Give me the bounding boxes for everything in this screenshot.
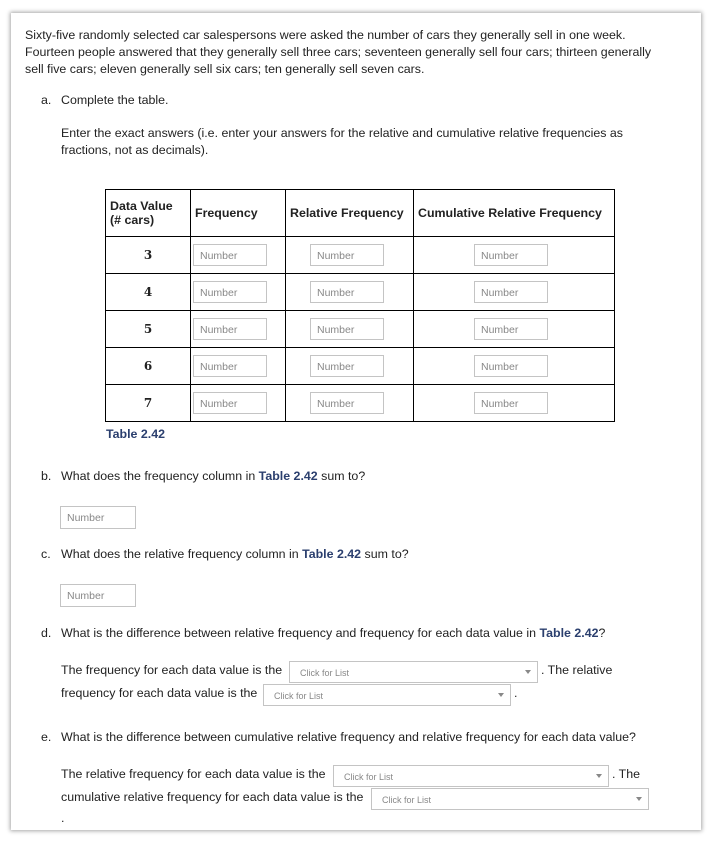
part-e-dropdown-2[interactable] <box>371 788 649 810</box>
part-e-dropdown-1[interactable] <box>333 765 609 787</box>
table-row <box>106 385 615 422</box>
frequency-input-4[interactable]: Number <box>193 281 267 303</box>
data-value-cell: 3 <box>106 237 191 274</box>
header-frequency: Frequency <box>191 190 286 237</box>
cumulative-frequency-input-4[interactable]: Number <box>474 281 548 303</box>
part-b-letter: b. <box>41 469 52 483</box>
frequency-input-3[interactable]: Number <box>193 244 267 266</box>
table-reference-link[interactable]: Table 2.42 <box>539 626 599 640</box>
relative-frequency-input-6[interactable]: Number <box>310 355 384 377</box>
dropdown-placeholder: Click for List <box>274 691 324 701</box>
part-a-question: Complete the table. <box>61 93 169 107</box>
part-d-question <box>61 625 605 642</box>
chevron-down-icon <box>596 774 602 778</box>
part-a-letter: a. <box>41 93 52 107</box>
frequency-input-7[interactable]: Number <box>193 392 267 414</box>
part-e-question: What is the difference between cumulative relative frequency and relative frequency for each data value? <box>61 730 636 744</box>
dropdown-placeholder: Click for List <box>382 795 432 805</box>
table-reference-link[interactable]: Table 2.42 <box>302 547 362 561</box>
relative-frequency-input-4[interactable]: Number <box>310 281 384 303</box>
table-reference-link[interactable]: Table 2.42 <box>258 469 318 483</box>
frequency-sum-input[interactable]: Number <box>60 506 136 529</box>
relative-frequency-sum-input[interactable]: Number <box>60 584 136 607</box>
part-e-end: . <box>61 811 65 825</box>
part-d-dropdown-1[interactable] <box>289 661 538 683</box>
part-e-line1: The relative frequency for each data value is the <box>61 767 326 781</box>
dropdown-placeholder: Click for List <box>344 772 394 782</box>
cumulative-frequency-input-3[interactable]: Number <box>474 244 548 266</box>
cumulative-frequency-input-7[interactable]: Number <box>474 392 548 414</box>
relative-frequency-input-7[interactable]: Number <box>310 392 384 414</box>
part-d-line1: The frequency for each data value is the <box>61 663 283 677</box>
data-value-cell: 7 <box>106 385 191 422</box>
part-a-note: Enter the exact answers (i.e. enter your answers for the relative and cumulative relative frequencies as fractions, not as decimals). <box>61 126 623 157</box>
part-d-dropdown-2[interactable] <box>263 684 511 706</box>
part-d-text-end: ? <box>598 626 606 640</box>
part-e-letter: e. <box>41 730 52 744</box>
header-cumulative-relative-frequency: Cumulative Relative Frequency <box>414 190 615 237</box>
part-b-question <box>61 468 365 485</box>
part-b-text-end: sum to? <box>317 469 366 483</box>
relative-frequency-input-5[interactable]: Number <box>310 318 384 340</box>
chevron-down-icon <box>525 670 531 674</box>
part-d-mid: . The relative <box>541 663 613 677</box>
data-value-cell: 6 <box>106 348 191 385</box>
part-d-line2: frequency for each data value is the <box>61 686 258 700</box>
header-relative-frequency: Relative Frequency <box>286 190 414 237</box>
part-d-text: What is the difference between relative frequency and frequency for each data value in <box>61 626 540 640</box>
part-e-line2: cumulative relative frequency for each data value is the <box>61 790 364 804</box>
table-row <box>106 311 615 348</box>
question-card <box>11 13 701 830</box>
cumulative-frequency-input-5[interactable]: Number <box>474 318 548 340</box>
cumulative-frequency-input-6[interactable]: Number <box>474 355 548 377</box>
frequency-input-5[interactable]: Number <box>193 318 267 340</box>
frequency-input-6[interactable]: Number <box>193 355 267 377</box>
table-row <box>106 274 615 311</box>
part-c-text-end: sum to? <box>361 547 409 561</box>
chevron-down-icon <box>636 797 642 801</box>
data-value-cell: 4 <box>106 274 191 311</box>
data-value-cell: 5 <box>106 311 191 348</box>
problem-statement: Sixty-five randomly selected car salespersons were asked the number of cars they generally sell in one week. Fourteen people answered that they generally sell three cars; seventeen generally sell four cars; thirteen generally sell five cars; eleven generally sell six cars; ten generally sell seven cars. <box>25 28 652 76</box>
header-data-value: Data Value (# cars) <box>106 190 191 237</box>
frequency-table <box>105 189 615 422</box>
chevron-down-icon <box>498 693 504 697</box>
dropdown-placeholder: Click for List <box>300 668 350 678</box>
part-b-text: What does the frequency column in <box>61 469 259 483</box>
part-d-end: . <box>514 686 518 700</box>
part-d-letter: d. <box>41 626 52 640</box>
part-c-text: What does the relative frequency column in <box>61 547 303 561</box>
part-e-mid: . The <box>612 767 641 781</box>
table-row <box>106 237 615 274</box>
part-c-letter: c. <box>41 547 51 561</box>
part-c-question <box>61 546 409 563</box>
table-caption: Table 2.42 <box>106 427 166 441</box>
relative-frequency-input-3[interactable]: Number <box>310 244 384 266</box>
table-row <box>106 348 615 385</box>
